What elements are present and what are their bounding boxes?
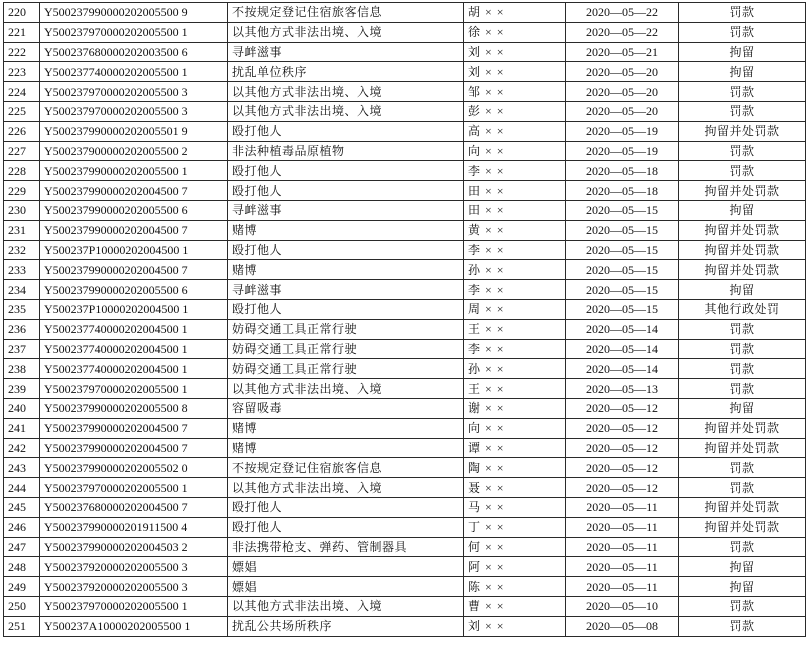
date-cell: 2020—05—15 [566, 200, 679, 220]
date-cell: 2020—05—11 [566, 577, 679, 597]
case-code-cell: Y500237740000202004500 1 [40, 359, 228, 379]
row-number-cell: 227 [4, 141, 40, 161]
person-name-cell: 向 × × [464, 418, 566, 438]
penalty-cell: 罚款 [679, 596, 806, 616]
case-code-cell: Y500237990000202004500 7 [40, 438, 228, 458]
case-code-cell: Y500237970000202005500 3 [40, 101, 228, 121]
violation-cell: 赌博 [228, 438, 464, 458]
person-name-cell: 周 × × [464, 299, 566, 319]
person-name-cell: 刘 × × [464, 62, 566, 82]
row-number-cell: 237 [4, 339, 40, 359]
table-row [4, 3, 806, 23]
case-code-cell: Y500237A10000202005500 1 [40, 616, 228, 636]
table-row [4, 181, 806, 201]
case-code-cell: Y500237990000202005500 6 [40, 280, 228, 300]
table-row [4, 42, 806, 62]
row-number-cell: 240 [4, 398, 40, 418]
person-name-cell: 田 × × [464, 200, 566, 220]
table-row [4, 319, 806, 339]
table-row [4, 596, 806, 616]
table-row [4, 82, 806, 102]
case-code-cell: Y500237970000202005500 1 [40, 379, 228, 399]
case-code-cell: Y500237990000202005500 8 [40, 398, 228, 418]
violation-cell: 殴打他人 [228, 121, 464, 141]
person-name-cell: 李 × × [464, 280, 566, 300]
table-row [4, 418, 806, 438]
penalty-cell: 罚款 [679, 161, 806, 181]
date-cell: 2020—05—14 [566, 339, 679, 359]
case-code-cell: Y500237990000202004500 7 [40, 260, 228, 280]
case-code-cell: Y500237680000202003500 6 [40, 42, 228, 62]
person-name-cell: 刘 × × [464, 616, 566, 636]
date-cell: 2020—05—11 [566, 537, 679, 557]
row-number-cell: 231 [4, 220, 40, 240]
violation-cell: 赌博 [228, 418, 464, 438]
date-cell: 2020—05—20 [566, 101, 679, 121]
row-number-cell: 243 [4, 458, 40, 478]
case-code-cell: Y500237990000202005500 6 [40, 200, 228, 220]
penalty-cell: 罚款 [679, 141, 806, 161]
table-row [4, 379, 806, 399]
person-name-cell: 李 × × [464, 240, 566, 260]
row-number-cell: 234 [4, 280, 40, 300]
penalty-cell: 拘留 [679, 62, 806, 82]
table-row [4, 220, 806, 240]
date-cell: 2020—05—12 [566, 458, 679, 478]
person-name-cell: 高 × × [464, 121, 566, 141]
penalty-cell: 拘留 [679, 42, 806, 62]
penalty-cell: 拘留并处罚款 [679, 497, 806, 517]
row-number-cell: 247 [4, 537, 40, 557]
table-row [4, 240, 806, 260]
penalty-cell: 罚款 [679, 339, 806, 359]
person-name-cell: 谭 × × [464, 438, 566, 458]
date-cell: 2020—05—15 [566, 240, 679, 260]
penalty-cell: 拘留并处罚款 [679, 260, 806, 280]
penalty-cell: 拘留 [679, 577, 806, 597]
penalty-cell: 拘留 [679, 398, 806, 418]
violation-cell: 殴打他人 [228, 161, 464, 181]
person-name-cell: 陈 × × [464, 577, 566, 597]
violation-cell: 赌博 [228, 220, 464, 240]
person-name-cell: 李 × × [464, 161, 566, 181]
violation-cell: 寻衅滋事 [228, 42, 464, 62]
penalty-cell: 罚款 [679, 478, 806, 498]
case-code-cell: Y500237680000202004500 7 [40, 497, 228, 517]
case-code-cell: Y500237990000202005501 9 [40, 121, 228, 141]
case-code-cell: Y500237990000202004500 7 [40, 181, 228, 201]
violation-cell: 殴打他人 [228, 299, 464, 319]
date-cell: 2020—05—20 [566, 82, 679, 102]
date-cell: 2020—05—18 [566, 181, 679, 201]
penalty-cell: 罚款 [679, 319, 806, 339]
table-row [4, 577, 806, 597]
date-cell: 2020—05—12 [566, 438, 679, 458]
row-number-cell: 232 [4, 240, 40, 260]
date-cell: 2020—05—12 [566, 478, 679, 498]
row-number-cell: 239 [4, 379, 40, 399]
table-row [4, 458, 806, 478]
case-code-cell: Y500237920000202005500 3 [40, 557, 228, 577]
date-cell: 2020—05—11 [566, 557, 679, 577]
row-number-cell: 223 [4, 62, 40, 82]
penalty-cell: 拘留并处罚款 [679, 181, 806, 201]
penalty-cell: 拘留并处罚款 [679, 517, 806, 537]
penalty-cell: 拘留 [679, 280, 806, 300]
case-code-cell: Y500237740000202004500 1 [40, 339, 228, 359]
penalty-records-table [3, 2, 806, 637]
person-name-cell: 何 × × [464, 537, 566, 557]
violation-cell: 容留吸毒 [228, 398, 464, 418]
violation-cell: 殴打他人 [228, 181, 464, 201]
table-row [4, 200, 806, 220]
penalty-cell: 拘留并处罚款 [679, 438, 806, 458]
table-row [4, 517, 806, 537]
date-cell: 2020—05—22 [566, 22, 679, 42]
row-number-cell: 250 [4, 596, 40, 616]
violation-cell: 以其他方式非法出境、入境 [228, 596, 464, 616]
row-number-cell: 251 [4, 616, 40, 636]
penalty-cell: 罚款 [679, 458, 806, 478]
row-number-cell: 222 [4, 42, 40, 62]
row-number-cell: 241 [4, 418, 40, 438]
date-cell: 2020—05—08 [566, 616, 679, 636]
table-row [4, 62, 806, 82]
date-cell: 2020—05—20 [566, 62, 679, 82]
row-number-cell: 229 [4, 181, 40, 201]
person-name-cell: 胡 × × [464, 3, 566, 23]
date-cell: 2020—05—15 [566, 280, 679, 300]
date-cell: 2020—05—10 [566, 596, 679, 616]
violation-cell: 妨碍交通工具正常行驶 [228, 359, 464, 379]
case-code-cell: Y500237970000202005500 1 [40, 478, 228, 498]
violation-cell: 殴打他人 [228, 497, 464, 517]
violation-cell: 殴打他人 [228, 517, 464, 537]
row-number-cell: 220 [4, 3, 40, 23]
row-number-cell: 225 [4, 101, 40, 121]
person-name-cell: 彭 × × [464, 101, 566, 121]
person-name-cell: 马 × × [464, 497, 566, 517]
case-code-cell: Y500237970000202005500 1 [40, 22, 228, 42]
date-cell: 2020—05—19 [566, 121, 679, 141]
violation-cell: 以其他方式非法出境、入境 [228, 82, 464, 102]
date-cell: 2020—05—19 [566, 141, 679, 161]
penalty-cell: 拘留并处罚款 [679, 418, 806, 438]
person-name-cell: 王 × × [464, 379, 566, 399]
person-name-cell: 陶 × × [464, 458, 566, 478]
person-name-cell: 黄 × × [464, 220, 566, 240]
table-row [4, 478, 806, 498]
table-row [4, 22, 806, 42]
violation-cell: 以其他方式非法出境、入境 [228, 22, 464, 42]
violation-cell: 寻衅滋事 [228, 280, 464, 300]
person-name-cell: 孙 × × [464, 359, 566, 379]
penalty-cell: 罚款 [679, 616, 806, 636]
person-name-cell: 丁 × × [464, 517, 566, 537]
violation-cell: 以其他方式非法出境、入境 [228, 379, 464, 399]
person-name-cell: 田 × × [464, 181, 566, 201]
violation-cell: 嫖娼 [228, 557, 464, 577]
table-row [4, 260, 806, 280]
date-cell: 2020—05—15 [566, 299, 679, 319]
table-row [4, 299, 806, 319]
date-cell: 2020—05—11 [566, 517, 679, 537]
row-number-cell: 224 [4, 82, 40, 102]
person-name-cell: 李 × × [464, 339, 566, 359]
person-name-cell: 刘 × × [464, 42, 566, 62]
case-code-cell: Y500237740000202005500 1 [40, 62, 228, 82]
person-name-cell: 徐 × × [464, 22, 566, 42]
person-name-cell: 谢 × × [464, 398, 566, 418]
table-row [4, 161, 806, 181]
table-row [4, 280, 806, 300]
date-cell: 2020—05—18 [566, 161, 679, 181]
case-code-cell: Y500237990000202005500 1 [40, 161, 228, 181]
violation-cell: 妨碍交通工具正常行驶 [228, 339, 464, 359]
person-name-cell: 向 × × [464, 141, 566, 161]
person-name-cell: 聂 × × [464, 478, 566, 498]
violation-cell: 以其他方式非法出境、入境 [228, 101, 464, 121]
penalty-cell: 拘留并处罚款 [679, 220, 806, 240]
row-number-cell: 242 [4, 438, 40, 458]
table-row [4, 141, 806, 161]
violation-cell: 嫖娼 [228, 577, 464, 597]
table-row [4, 616, 806, 636]
row-number-cell: 228 [4, 161, 40, 181]
violation-cell: 殴打他人 [228, 240, 464, 260]
row-number-cell: 226 [4, 121, 40, 141]
table-row [4, 438, 806, 458]
row-number-cell: 236 [4, 319, 40, 339]
table-row [4, 101, 806, 121]
violation-cell: 扰乱公共场所秩序 [228, 616, 464, 636]
penalty-cell: 其他行政处罚 [679, 299, 806, 319]
row-number-cell: 235 [4, 299, 40, 319]
case-code-cell: Y500237P10000202004500 1 [40, 299, 228, 319]
row-number-cell: 233 [4, 260, 40, 280]
penalty-cell: 罚款 [679, 101, 806, 121]
case-code-cell: Y500237990000202005500 9 [40, 3, 228, 23]
table-row [4, 359, 806, 379]
date-cell: 2020—05—12 [566, 398, 679, 418]
case-code-cell: Y500237990000202004503 2 [40, 537, 228, 557]
penalty-cell: 罚款 [679, 3, 806, 23]
table-row [4, 121, 806, 141]
violation-cell: 寻衅滋事 [228, 200, 464, 220]
violation-cell: 扰乱单位秩序 [228, 62, 464, 82]
date-cell: 2020—05—22 [566, 3, 679, 23]
violation-cell: 不按规定登记住宿旅客信息 [228, 3, 464, 23]
table-row [4, 398, 806, 418]
row-number-cell: 238 [4, 359, 40, 379]
penalty-cell: 罚款 [679, 379, 806, 399]
date-cell: 2020—05—12 [566, 418, 679, 438]
case-code-cell: Y500237990000202005502 0 [40, 458, 228, 478]
table-row [4, 339, 806, 359]
violation-cell: 非法种植毒品原植物 [228, 141, 464, 161]
penalty-cell: 拘留 [679, 557, 806, 577]
table-row [4, 497, 806, 517]
penalty-cell: 罚款 [679, 537, 806, 557]
row-number-cell: 221 [4, 22, 40, 42]
penalty-cell: 罚款 [679, 22, 806, 42]
date-cell: 2020—05—15 [566, 260, 679, 280]
date-cell: 2020—05—11 [566, 497, 679, 517]
penalty-cell: 拘留并处罚款 [679, 240, 806, 260]
date-cell: 2020—05—14 [566, 359, 679, 379]
violation-cell: 赌博 [228, 260, 464, 280]
violation-cell: 不按规定登记住宿旅客信息 [228, 458, 464, 478]
row-number-cell: 248 [4, 557, 40, 577]
row-number-cell: 246 [4, 517, 40, 537]
penalty-cell: 拘留并处罚款 [679, 121, 806, 141]
penalty-cell: 罚款 [679, 359, 806, 379]
table-row [4, 537, 806, 557]
person-name-cell: 曹 × × [464, 596, 566, 616]
date-cell: 2020—05—15 [566, 220, 679, 240]
table-body [4, 3, 806, 637]
person-name-cell: 阿 × × [464, 557, 566, 577]
person-name-cell: 孙 × × [464, 260, 566, 280]
violation-cell: 非法携带枪支、弹药、管制器具 [228, 537, 464, 557]
row-number-cell: 245 [4, 497, 40, 517]
violation-cell: 以其他方式非法出境、入境 [228, 478, 464, 498]
row-number-cell: 230 [4, 200, 40, 220]
person-name-cell: 邹 × × [464, 82, 566, 102]
violation-cell: 妨碍交通工具正常行驶 [228, 319, 464, 339]
case-code-cell: Y500237740000202004500 1 [40, 319, 228, 339]
date-cell: 2020—05—13 [566, 379, 679, 399]
table-row [4, 557, 806, 577]
date-cell: 2020—05—21 [566, 42, 679, 62]
case-code-cell: Y500237990000201911500 4 [40, 517, 228, 537]
person-name-cell: 王 × × [464, 319, 566, 339]
case-code-cell: Y500237990000202004500 7 [40, 418, 228, 438]
case-code-cell: Y500237P10000202004500 1 [40, 240, 228, 260]
row-number-cell: 244 [4, 478, 40, 498]
case-code-cell: Y500237920000202005500 3 [40, 577, 228, 597]
case-code-cell: Y500237970000202005500 3 [40, 82, 228, 102]
penalty-cell: 罚款 [679, 82, 806, 102]
date-cell: 2020—05—14 [566, 319, 679, 339]
case-code-cell: Y500237970000202005500 1 [40, 596, 228, 616]
row-number-cell: 249 [4, 577, 40, 597]
penalty-cell: 拘留 [679, 200, 806, 220]
case-code-cell: Y500237900000202005500 2 [40, 141, 228, 161]
case-code-cell: Y500237990000202004500 7 [40, 220, 228, 240]
